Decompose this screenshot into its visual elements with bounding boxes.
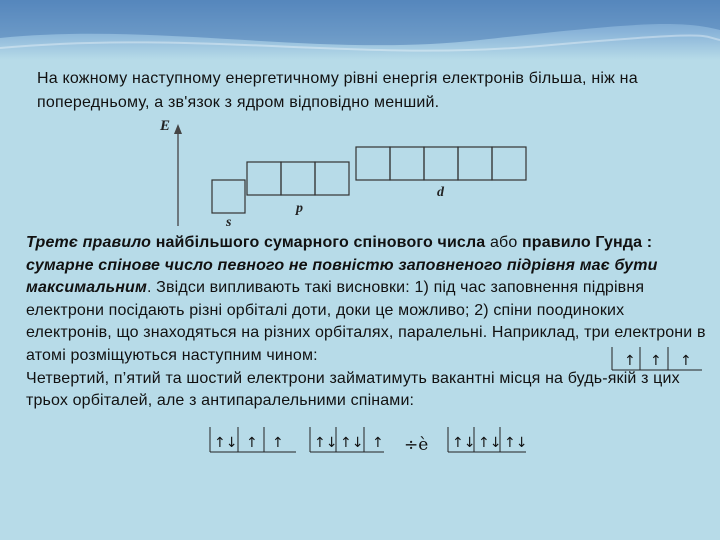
rule-connector: або	[489, 234, 518, 251]
d-sublevel-label: d	[437, 185, 444, 200]
spin-up-arrow-2: ↑	[650, 353, 662, 369]
orbital-cell: ↑↓	[314, 435, 338, 451]
p-sublevel-label: p	[296, 201, 303, 216]
antiparallel-spin-examples	[208, 424, 528, 458]
rule-colon: :	[642, 234, 653, 251]
orbital-cell: ↑↓	[340, 435, 364, 451]
header-wave-decoration	[0, 0, 720, 60]
orbital-example-1	[210, 427, 296, 452]
spin-up-arrow-1: ↑	[624, 353, 636, 369]
orbital-example-2	[310, 427, 384, 452]
d-sublevel-boxes	[356, 147, 526, 180]
separator-symbol: ÷è	[404, 435, 429, 455]
orbital-cell: ↑↓	[214, 435, 238, 451]
rule-name: правило Гунда	[521, 234, 643, 251]
orbital-cell: ↑↓	[452, 435, 476, 451]
orbital-cell: ↑	[372, 435, 384, 451]
energy-level-diagram	[150, 110, 550, 230]
energy-axis-label: E	[160, 118, 171, 134]
orbital-cell: ↑↓	[478, 435, 502, 451]
intro-paragraph: На кожному наступному енергетичному рівні енергія електронів більша, ніж на попередньому, а зв'язок з ядром відповідно менший.	[37, 70, 638, 111]
orbital-cell: ↑	[272, 435, 284, 451]
three-electron-orbitals	[610, 346, 705, 372]
p-sublevel-boxes	[247, 162, 349, 195]
spin-up-arrow-3: ↑	[680, 353, 692, 369]
rule-lead-bold: найбільшого сумарного спінового числа	[155, 234, 486, 251]
rule-statement: сумарне спінове число певного не повністю заповненого підрівня має бути максимальним	[26, 256, 658, 297]
energy-axis	[174, 124, 182, 226]
rule-continuation: Четвертий, п’ятий та шостий електрони займатимуть вакантні місця на будь-якій з цих трьох орбіталей, але з антипаралельними спінами:	[26, 369, 680, 410]
s-sublevel-box	[212, 180, 245, 213]
hund-rule-paragraph	[26, 232, 714, 413]
s-sublevel-label: s	[226, 215, 232, 230]
orbital-cell: ↑↓	[504, 435, 528, 451]
orbital-cell: ↑	[246, 435, 258, 451]
orbital-example-3	[448, 427, 527, 452]
rule-lead: Третє правило	[26, 234, 152, 251]
rule-body: . Звідси випливають такі висновки: 1) під час заповнення підрівня електрони посідають різні орбіталі доти, доки це можливо; 2) спіни поодиноких електронів, що знаходяться на різних орбіталях, паралельні. Наприклад, три електрони в атомі розміщуються наступним чином:	[26, 279, 706, 364]
